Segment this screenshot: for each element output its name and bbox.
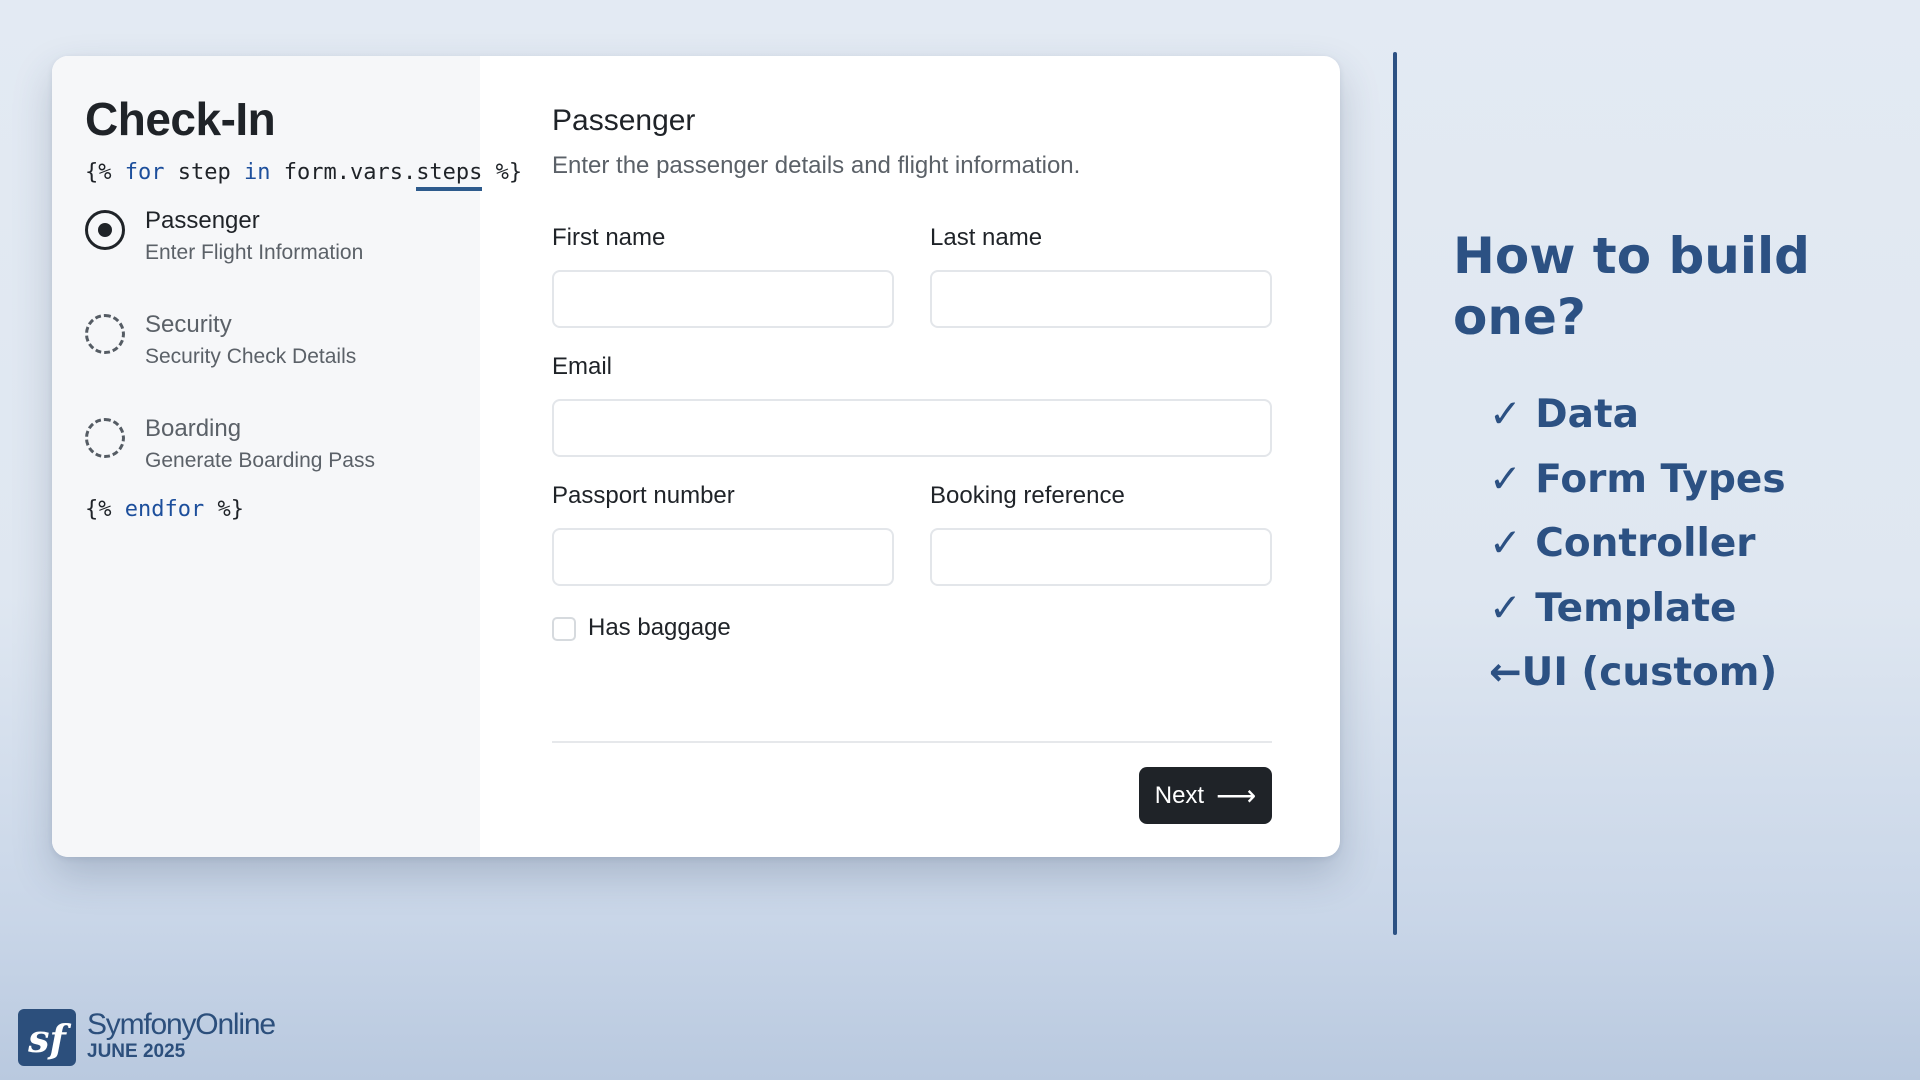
code-loop-var: step bbox=[177, 160, 231, 185]
checklist-item: ✓ Data bbox=[1489, 392, 1639, 437]
step-description: Enter Flight Information bbox=[145, 241, 364, 264]
check-in-form-card bbox=[52, 56, 1340, 857]
slide-divider-line bbox=[1393, 52, 1397, 935]
endfor-code bbox=[85, 497, 244, 522]
step-passenger[interactable] bbox=[85, 207, 465, 277]
step-security[interactable] bbox=[85, 311, 465, 381]
symfony-logo-icon bbox=[18, 1009, 76, 1066]
last-name-label: Last name bbox=[930, 224, 1043, 251]
email-input[interactable] bbox=[552, 399, 1272, 457]
code-close-tag: %} bbox=[495, 160, 523, 185]
event-date: JUNE 2025 bbox=[87, 1041, 186, 1062]
form-panel bbox=[552, 56, 1287, 857]
arrow-right-icon: ⟶ bbox=[1216, 779, 1257, 811]
next-button-label: Next bbox=[1154, 781, 1205, 809]
step-description: Security Check Details bbox=[145, 345, 357, 368]
panel-description: Enter the passenger details and flight information. bbox=[552, 152, 1081, 179]
email-label: Email bbox=[552, 353, 613, 380]
step-name: Security bbox=[145, 311, 232, 338]
steps-sidebar bbox=[52, 56, 523, 857]
step-description: Generate Boarding Pass bbox=[145, 449, 375, 472]
has-baggage-label[interactable]: Has baggage bbox=[588, 614, 731, 641]
step-pending-dashed-circle-icon bbox=[85, 418, 125, 458]
step-pending-dashed-circle-icon bbox=[85, 314, 125, 354]
step-name: Boarding bbox=[145, 415, 242, 442]
step-name: Passenger bbox=[145, 207, 260, 234]
code-in-keyword: in bbox=[243, 160, 271, 185]
booking-reference-label: Booking reference bbox=[930, 482, 1125, 509]
first-name-label: First name bbox=[552, 224, 666, 251]
code-for-keyword: for bbox=[124, 160, 165, 185]
code-endfor-keyword: endfor bbox=[124, 497, 205, 522]
panel-title: Passenger bbox=[552, 104, 696, 137]
checklist-item: ✓ Controller bbox=[1489, 521, 1756, 566]
brand-name: SymfonyOnline bbox=[87, 1008, 275, 1041]
code-expr-prefix: form.vars. bbox=[283, 160, 417, 185]
has-baggage-checkbox[interactable] bbox=[552, 617, 576, 641]
code-close-tag: %} bbox=[217, 497, 244, 522]
step-active-radio-icon bbox=[85, 210, 125, 250]
form-title: Check-In bbox=[85, 93, 276, 145]
form-divider bbox=[552, 741, 1272, 743]
svg-text:sf: sf bbox=[28, 1016, 66, 1061]
code-steps-highlight: steps bbox=[416, 160, 482, 191]
booking-reference-input[interactable] bbox=[930, 528, 1272, 586]
code-open-tag: {% bbox=[85, 497, 112, 522]
code-open-tag: {% bbox=[85, 160, 112, 185]
checklist-item: ✓ Form Types bbox=[1489, 456, 1786, 502]
step-boarding[interactable] bbox=[85, 415, 465, 485]
next-button[interactable] bbox=[1139, 767, 1272, 824]
passport-number-label: Passport number bbox=[552, 482, 735, 509]
for-loop-code bbox=[85, 160, 522, 185]
slide-heading: How to build one? bbox=[1453, 227, 1810, 346]
slide-checklist bbox=[1489, 383, 1786, 706]
conference-branding bbox=[87, 1008, 275, 1062]
first-name-input[interactable] bbox=[552, 270, 894, 328]
passport-number-input[interactable] bbox=[552, 528, 894, 586]
checklist-item: ✓ Template bbox=[1489, 585, 1737, 631]
checklist-item: ←UI (custom) bbox=[1489, 650, 1778, 695]
last-name-input[interactable] bbox=[930, 270, 1272, 328]
